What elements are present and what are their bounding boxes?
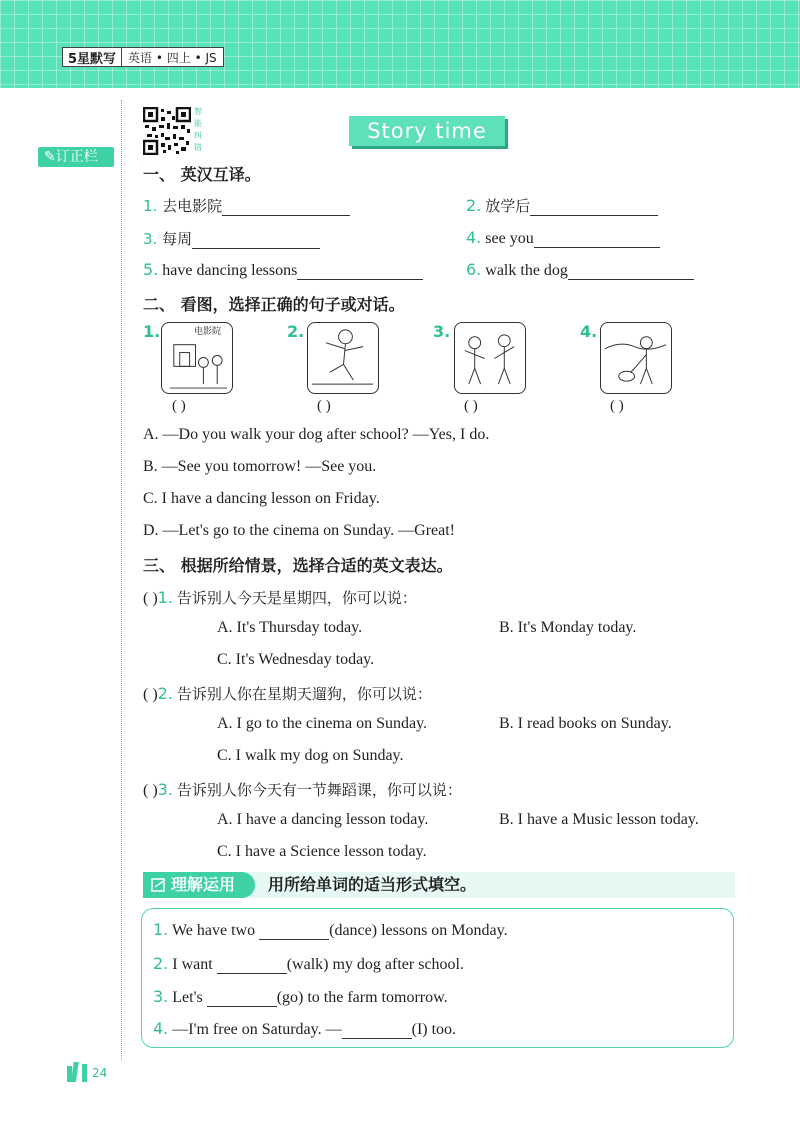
section4-tab: 理解运用 (143, 872, 255, 898)
choice: C. I walk my dog on Sunday. (217, 747, 404, 764)
picture-number: 3. (433, 322, 451, 341)
dancing-girl-icon (308, 323, 377, 392)
header-band (0, 0, 800, 88)
fill-item: 1. We have two (dance) lessons on Monday. (153, 920, 508, 939)
correction-tab: ✎订正栏 (38, 147, 114, 167)
brand-label: 5星默写 (63, 48, 122, 66)
answer-blank[interactable] (342, 1023, 412, 1039)
list-item: 5. have dancing lessons (143, 260, 423, 280)
answer-paren[interactable]: ( ) (143, 782, 158, 799)
answer-blank[interactable] (534, 232, 660, 248)
answer-paren[interactable]: ( ) (464, 398, 478, 414)
option-c: C. I have a dancing lesson on Friday. (143, 490, 380, 507)
answer-blank[interactable] (568, 264, 694, 280)
choice: B. I read books on Sunday. (499, 715, 672, 732)
picture-dog-walk (600, 322, 672, 394)
question-3: ( )3. 告诉别人你今天有一节舞蹈课，你可以说： (143, 780, 462, 799)
section4-heading: 用所给单词的适当形式填空。 (268, 875, 477, 894)
answer-blank[interactable] (207, 991, 277, 1007)
list-item: 3. 每周 (143, 228, 320, 249)
option-a: A. —Do you walk your dog after school? —Yes, I do. (143, 426, 490, 443)
fill-item: 2. I want (walk) my dog after school. (153, 954, 464, 973)
answer-blank[interactable] (530, 200, 658, 216)
list-item: 4. see you (466, 228, 660, 248)
answer-blank[interactable] (222, 200, 350, 216)
answer-blank[interactable] (192, 233, 320, 249)
answer-paren[interactable]: ( ) (143, 686, 158, 703)
choice: A. It's Thursday today. (217, 619, 363, 636)
answer-paren[interactable]: ( ) (172, 398, 186, 414)
answer-paren[interactable]: ( ) (610, 398, 624, 414)
picture-dancing (307, 322, 379, 394)
page-title: Story time (349, 116, 505, 146)
answer-blank[interactable] (217, 958, 287, 974)
two-boys-icon (455, 323, 524, 392)
books-icon (66, 1060, 90, 1082)
margin-divider (121, 100, 122, 1060)
edit-icon (151, 878, 167, 892)
option-b: B. —See you tomorrow! —See you. (143, 458, 377, 475)
choice: B. It's Monday today. (499, 619, 637, 636)
question-2: ( )2. 告诉别人你在星期天遛狗，你可以说： (143, 684, 432, 703)
section3-heading: 三、 根据所给情景，选择合适的英文表达。 (143, 556, 453, 575)
section1-heading: 一、 英汉互译。 (143, 165, 261, 184)
option-d: D. —Let's go to the cinema on Sunday. —Great! (143, 522, 455, 539)
answer-blank[interactable] (259, 924, 329, 940)
page-number: 24 (92, 1066, 108, 1080)
section2-heading: 二、 看图，选择正确的句子或对话。 (143, 295, 405, 314)
answer-blank[interactable] (297, 264, 423, 280)
book-tag (62, 47, 224, 67)
picture-number: 2. (287, 322, 305, 341)
list-item: 2. 放学后 (466, 195, 658, 216)
answer-paren[interactable]: ( ) (143, 590, 158, 607)
picture-friends (454, 322, 526, 394)
answer-paren[interactable]: ( ) (317, 398, 331, 414)
list-item: 6. walk the dog (466, 260, 694, 280)
picture-number: 4. (580, 322, 598, 341)
choice: C. I have a Science lesson today. (217, 843, 427, 860)
choice: B. I have a Music lesson today. (499, 811, 699, 828)
choice: C. It's Wednesday today. (217, 651, 375, 668)
choice: A. I go to the cinema on Sunday. (217, 715, 428, 732)
picture-number: 1. (143, 322, 161, 341)
dog-walk-icon (601, 323, 670, 392)
fill-item: 3. Let's (go) to the farm tomorrow. (153, 987, 448, 1006)
choice: A. I have a dancing lesson today. (217, 811, 429, 828)
list-item: 1. 去电影院 (143, 195, 350, 216)
cinema-sign: 电影院 (194, 327, 222, 337)
qr-caption: 智 能 纠 错 (194, 107, 202, 152)
book-subtitle: 英语 • 四上 • JS (128, 50, 217, 65)
qr-code-icon[interactable] (143, 107, 191, 155)
question-1: ( )1. 告诉别人今天是星期四，你可以说： (143, 588, 417, 607)
fill-item: 4. —I'm free on Saturday. — (I) too. (153, 1019, 457, 1038)
